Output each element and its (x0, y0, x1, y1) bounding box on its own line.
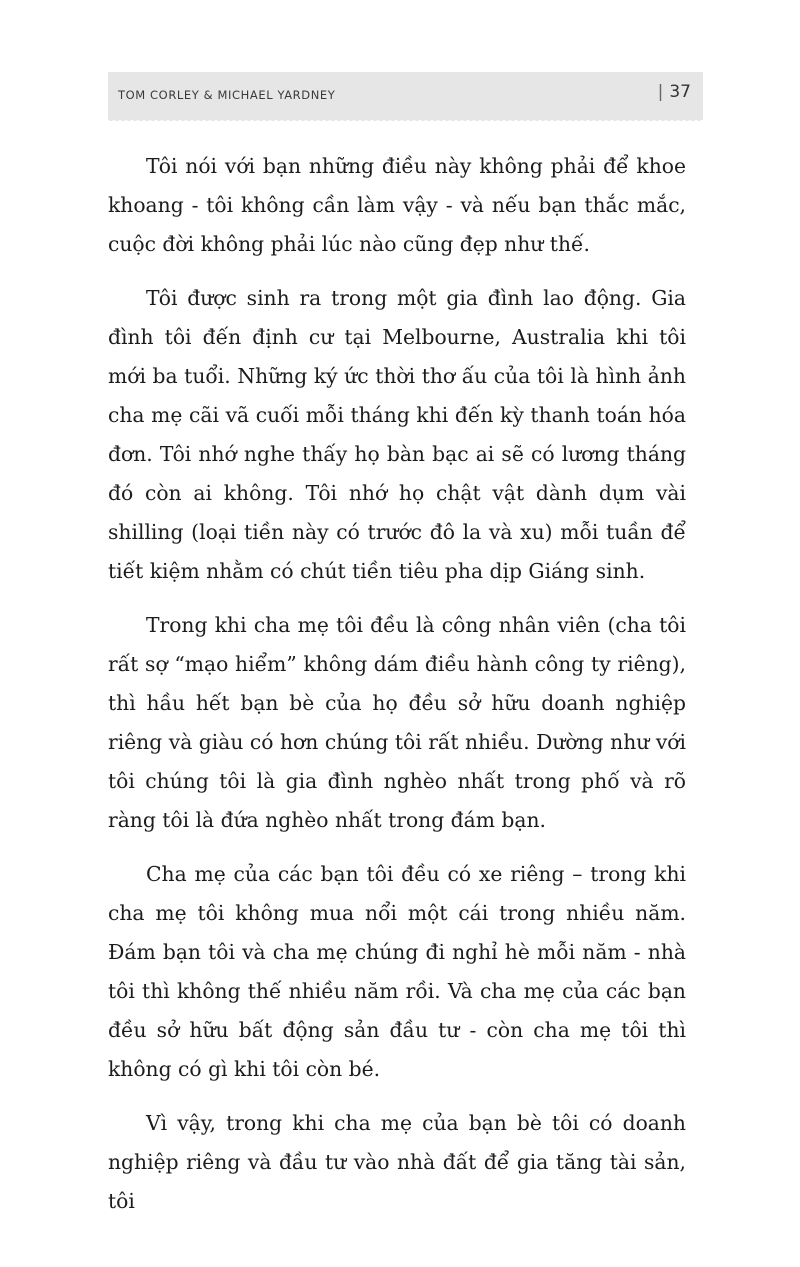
page-number (658, 82, 691, 102)
paragraph-2: Tôi được sinh ra trong một gia đình lao động. Gia đình tôi đến định cư tại Melbourne, Australia khi tôi mới ba tuổi. Những ký ức thời thơ ấu của tôi là hình ảnh cha mẹ cãi vã cuối mỗi tháng khi đến kỳ thanh toán hóa đơn. Tôi nhớ nghe thấy họ bàn bạc ai sẽ có lương tháng đó còn ai không. Tôi nhớ họ chật vật dành dụm vài shilling (loại tiền này có trước đô la và xu) mỗi tuần để tiết kiệm nhằm có chút tiền tiêu pha dịp Giáng sinh. (108, 286, 686, 583)
body-text (108, 147, 686, 1236)
header-separator: | (657, 82, 664, 102)
paragraph-5: Vì vậy, trong khi cha mẹ của bạn bè tôi có doanh nghiệp riêng và đầu tư vào nhà đất để gia tăng tài sản, tôi (108, 1111, 686, 1213)
paragraph-1: Tôi nói với bạn những điều này không phải để khoe khoang - tôi không cần làm vậy - và nếu bạn thắc mắc, cuộc đời không phải lúc nào cũng đẹp như thế. (108, 154, 686, 256)
paragraph-3: Trong khi cha mẹ tôi đều là công nhân viên (cha tôi rất sợ “mạo hiểm” không dám điều hành công ty riêng), thì hầu hết bạn bè của họ đều sở hữu doanh nghiệp riêng và giàu có hơn chúng tôi rất nhiều. Dường như với tôi chúng tôi là gia đình nghèo nhất trong phố và rõ ràng tôi là đứa nghèo nhất trong đám bạn. (108, 613, 686, 832)
running-header (108, 72, 703, 120)
page-number-value: 37 (669, 82, 691, 102)
header-authors: TOM CORLEY & MICHAEL YARDNEY (118, 88, 336, 102)
paragraph-4: Cha mẹ của các bạn tôi đều có xe riêng – trong khi cha mẹ tôi không mua nổi một cái trong nhiều năm. Đám bạn tôi và cha mẹ chúng đi nghỉ hè mỗi năm - nhà tôi thì không thế nhiều năm rồi. Và cha mẹ của các bạn đều sở hữu bất động sản đầu tư - còn cha mẹ tôi thì không có gì khi tôi còn bé. (108, 862, 686, 1081)
